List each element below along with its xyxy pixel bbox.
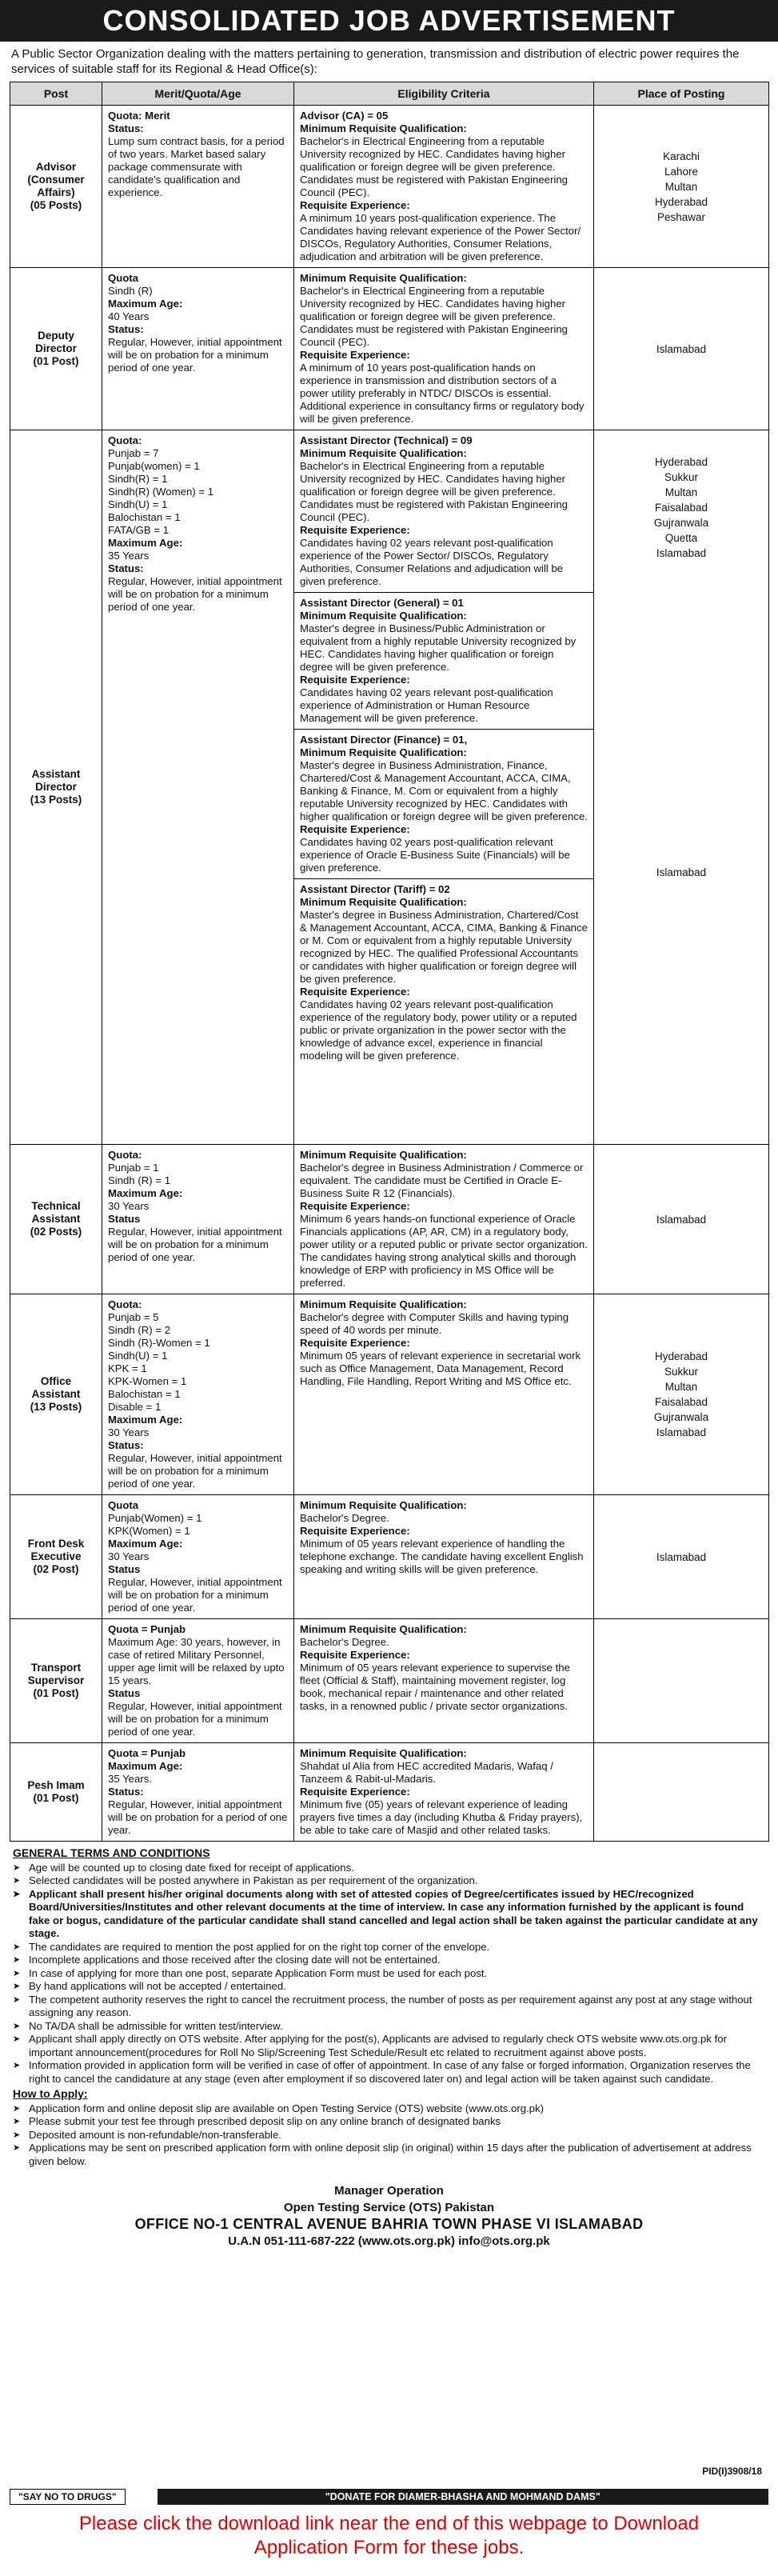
footer-line-1: Manager Operation [334, 2184, 444, 2198]
table-row [10, 430, 769, 1145]
criteria-cell [294, 1495, 594, 1619]
jobs-table-wrapper [0, 78, 778, 1842]
jobs-table-body [10, 106, 769, 1842]
merit-line: Quota: [108, 434, 142, 446]
place-name: Multan [664, 180, 698, 193]
criteria-line: A minimum 10 years post-qualification experience. The Candidates having relevant experience of the Power Sector/ DISCOs, Regulatory Authorities, Consumer Relations, adjudication and arbitration will be given preference. [300, 212, 581, 262]
criteria-line: Requisite Experience: [300, 349, 410, 361]
terms-item: ➤ The candidates are required to mention the post applied for on the right top corner of the envelope. [13, 1941, 765, 1954]
merit-line: Sindh (R) = 1 [108, 1174, 171, 1186]
merit-line: Punjab(women) = 1 [108, 460, 200, 472]
criteria-line: Requisite Experience: [300, 674, 410, 686]
post-name-line: Executive [30, 1550, 82, 1562]
post-cell [10, 106, 102, 268]
criteria-line: Master's degree in Business Administration, Finance, Chartered/Cost & Management Accountant, ACCA, CIMA, Banking & Finance, M. Com or equivalent from a highly reputable University recognized by HEC. Candidates with higher qualification or foreign degree will be given preference. [300, 759, 588, 822]
criteria-block [294, 430, 593, 592]
post-name-line: (01 Post) [33, 1687, 79, 1699]
post-name-line: (13 Posts) [30, 794, 82, 806]
post-name-line: Deputy Director [35, 330, 77, 354]
merit-line: Balochistan = 1 [108, 1388, 181, 1400]
merit-line: Maximum Age: [108, 1414, 183, 1426]
download-notice-line-2: Application Form for these jobs. [253, 2537, 525, 2558]
place-name: Sukkur [664, 1366, 699, 1378]
place-cell [594, 430, 769, 1145]
criteria-line: Bachelor's in Electrical Engineering from a reputable University recognized by HEC. Candidates having higher qualification or foreign degree will be given preference. Candidates must be registered with Pakistan Engineering Council (PEC). [300, 285, 569, 348]
criteria-line: Requisite Experience: [300, 1200, 410, 1212]
merit-line: Sindh(R) = 1 [108, 473, 168, 485]
criteria-line: Candidates having 02 years post-qualification relevant experience of Oracle E-Business Suite (Financials) will be given preference. [300, 836, 570, 874]
terms-item: ➤ Incomplete applications and those received after the closing date will not be entertained. [13, 1954, 765, 1967]
terms-item: ➤ The competent authority reserves the right to cancel the recruitment process, the number of posts as per requirement against any post at any stage without assigning any reason. [13, 1994, 765, 2020]
place-cell [594, 106, 769, 268]
criteria-line: Candidates having 02 years relevant post-qualification experience of Administration or Human Resource Management will be given preference. [300, 686, 553, 724]
criteria-line: Requisite Experience: [300, 1649, 410, 1661]
pid-number: PID(I)3908/18 [702, 2466, 762, 2477]
place-name: Islamabad [656, 1426, 707, 1438]
merit-line: Quota = Punjab [108, 1747, 186, 1759]
download-notice-line-1: Please click the download link near the end of this webpage to Download [78, 2513, 700, 2534]
merit-line: Quota [108, 1499, 139, 1511]
place-cell [594, 1294, 769, 1495]
bottom-strip [10, 2488, 768, 2506]
merit-line: Status: [108, 1786, 144, 1798]
post-name-line: (13 Posts) [30, 1401, 82, 1413]
merit-line: Regular, However, initial appointment will be on probation for a period of one year. [108, 1798, 288, 1836]
place-name: Multan [664, 486, 698, 498]
post-name-line: (02 Posts) [30, 1226, 82, 1238]
criteria-cell [294, 106, 594, 268]
criteria-block [294, 1619, 593, 1717]
table-header-row [10, 82, 769, 106]
merit-line: Regular, However, initial appointment will be on probation for a minimum period of one year. [108, 1226, 282, 1263]
merit-line: Quota: Merit [108, 110, 170, 122]
merit-line: Status [108, 1213, 141, 1225]
merit-line: Maximum Age: [108, 298, 183, 310]
merit-cell [102, 1495, 294, 1619]
merit-line: 30 Years [108, 1426, 150, 1438]
criteria-line: Minimum of 05 years relevant experience of handling the telephone exchange. The candidate having excellent English speaking and writing skills will be given preference. [300, 1538, 584, 1575]
merit-line: FATA/GB = 1 [108, 524, 170, 536]
place-name: Hyderabad [654, 195, 708, 208]
place-name: Gujranwala [653, 1411, 709, 1423]
place-cell [594, 268, 769, 430]
merit-line: Regular, However, initial appointment will be on probation for a minimum period of one year. [108, 336, 282, 374]
criteria-block [294, 268, 593, 430]
terms-item: ➤ Applicant shall apply directly on OTS website. After applying for the post(s), Applicants are advised to regularly check OTS website www.ots.org.pk for important announcement(procedures for Roll No Slip/Screening Test Schedule/Result etc related to recruitment against above posts. [13, 2033, 765, 2059]
terms-item: ➤ In case of applying for more than one post, separate Application Form must be used for each post. [13, 1967, 765, 1981]
criteria-cell [294, 1145, 594, 1294]
terms-heading: GENERAL TERMS AND CONDITIONS [13, 1846, 210, 1859]
terms-item: ➤ Applicant shall present his/her original documents along with set of attested copies of Degree/certificates issued by HEC/recognized Board/Universities/Institutes and other relevant documents at the time of interview. In case any information furnished by the applicant is found fake or bogus, candidature of the particular candidate shall stand cancelled and legal action shall be taken against the particular candidate at any stage. [13, 1888, 765, 1941]
criteria-line: Minimum Requisite Qualification: [300, 746, 467, 758]
merit-line: Balochistan = 1 [108, 511, 181, 523]
column-header-criteria: Eligibility Criteria [294, 82, 594, 106]
table-row [10, 1743, 769, 1842]
criteria-block [294, 1294, 593, 1392]
merit-line: Punjab = 7 [108, 447, 159, 459]
place-name: Islamabad [656, 547, 707, 559]
footer-line-2: Open Testing Service (OTS) Pakistan [283, 2201, 495, 2214]
merit-line: Status [108, 1687, 141, 1699]
title-banner [0, 0, 778, 42]
criteria-line: Assistant Director (Tariff) = 02 [300, 883, 450, 895]
merit-line: Disable = 1 [108, 1401, 162, 1413]
place-name: Lahore [664, 165, 699, 178]
criteria-line: Requisite Experience: [300, 1786, 410, 1798]
post-name-line: (05 Posts) [30, 199, 82, 211]
criteria-line: Minimum Requisite Qualification: [300, 122, 467, 134]
download-notice [0, 2512, 778, 2560]
terms-item: ➤ Selected candidates will be posted anywhere in Pakistan as per requirement of the organization. [13, 1874, 765, 1888]
post-cell [10, 1495, 102, 1619]
merit-line: Regular, However, initial appointment will be on probation for a minimum period of one year. [108, 1576, 282, 1614]
place-name: Faisalabad [654, 1396, 708, 1408]
post-cell [10, 1619, 102, 1743]
merit-line: Sindh (R) [108, 285, 153, 297]
merit-line: Regular, However, initial appointment will be on probation for a minimum period of one year. [108, 575, 282, 613]
criteria-line: Minimum Requisite Qualification: [300, 1298, 467, 1310]
criteria-cell [294, 268, 594, 430]
criteria-line: Candidates having 02 years relevant post-qualification experience of the Power Sector/ DISCOs, Regulatory Authorities, Consumer Relations and adjudication will be given preference. [300, 537, 564, 587]
merit-line: Quota: [108, 1149, 142, 1161]
criteria-line: Assistant Director (Finance) = 01, [300, 734, 468, 746]
merit-line: 30 Years [108, 1200, 150, 1212]
merit-line: Maximum Age: [108, 1760, 183, 1772]
merit-line: Status: [108, 323, 144, 335]
criteria-line: Requisite Experience: [300, 1525, 410, 1537]
merit-line: Sindh(R) (Women) = 1 [108, 486, 214, 498]
post-name-line: (Consumer Affairs) [27, 174, 85, 198]
donate-banner: "DONATE FOR DIAMER-BHASHA AND MOHMAND DAMS" [158, 2489, 768, 2505]
merit-line: Quota [108, 272, 139, 284]
merit-line: Quota: [108, 1298, 142, 1310]
merit-line: Status: [108, 562, 144, 574]
merit-line: Punjab = 1 [108, 1162, 159, 1174]
merit-line: Regular, However, initial appointment will be on probation for a minimum period of one year. [108, 1700, 282, 1738]
post-name-line: (01 Post) [33, 1792, 79, 1804]
merit-line: Maximum Age: [108, 1538, 183, 1550]
criteria-block [294, 592, 593, 729]
place-cell [594, 1145, 769, 1294]
criteria-block [294, 1495, 593, 1580]
post-name-line: (01 Post) [33, 355, 79, 367]
criteria-line: Advisor (CA) = 05 [300, 110, 389, 122]
place-name: Islamabad [656, 866, 707, 878]
post-name-line: Assistant [31, 1213, 81, 1225]
post-name-line: Assistant [31, 768, 81, 780]
place-block [594, 430, 768, 593]
place-block [594, 593, 768, 1144]
place-name: Peshawar [656, 210, 706, 223]
terms-section [0, 1842, 778, 2168]
post-cell [10, 268, 102, 430]
place-name: Hyderabad [654, 1350, 708, 1362]
criteria-line: Requisite Experience: [300, 986, 410, 998]
merit-line: Maximum Age: 30 years, however, in case of retired Military Personnel, upper age limit will be relaxed by upto 15 years. [108, 1636, 285, 1686]
merit-line: Sindh (R) = 2 [108, 1324, 171, 1336]
merit-line: Sindh(U) = 1 [108, 1350, 168, 1362]
merit-line: Sindh(U) = 1 [108, 498, 168, 510]
merit-line: Status: [108, 1439, 144, 1451]
criteria-line: Requisite Experience: [300, 823, 410, 835]
place-name: Karachi [663, 150, 700, 162]
place-name: Quetta [664, 532, 698, 544]
criteria-line: Minimum Requisite Qualification: [300, 1499, 467, 1511]
merit-line: KPK(Women) = 1 [108, 1525, 190, 1537]
criteria-line: Minimum five (05) years of relevant experience of leading prayers five times a day (including Khutba & Friday prayers), be able to take care of Masjid and other related tasks. [300, 1798, 583, 1836]
merit-line: 35 Years [108, 550, 150, 562]
merit-line: 40 Years [108, 310, 150, 322]
criteria-cell [294, 1743, 594, 1842]
merit-line: Punjab(Women) = 1 [108, 1512, 202, 1524]
merit-line: KPK-Women = 1 [108, 1375, 187, 1387]
criteria-block [294, 878, 593, 1066]
merit-line: 35 Years. [108, 1773, 152, 1785]
post-cell [10, 1743, 102, 1842]
merit-line: Maximum Age: [108, 1187, 183, 1199]
table-row [10, 1294, 769, 1495]
table-row [10, 1619, 769, 1743]
criteria-block [294, 1743, 593, 1841]
table-row [10, 1495, 769, 1619]
page-title: CONSOLIDATED JOB ADVERTISEMENT [102, 4, 676, 37]
footer-contact: U.A.N 051-111-687-222 (www.ots.org.pk) info@ots.org.pk [228, 2234, 550, 2248]
post-name-line: Office Assistant [31, 1375, 81, 1400]
place-name: Sukkur [664, 471, 699, 483]
terms-item: ➤ Age will be counted up to closing date fixed for receipt of applications. [13, 1862, 765, 1875]
place-name: Gujranwala [653, 517, 709, 529]
merit-cell [102, 1294, 294, 1495]
table-row [10, 106, 769, 268]
criteria-line: A minimum of 10 years post-qualification hands on experience in transmission and distribution sectors of a power utility preferably in NTDC/ DISCOs is essential. Additional experience in consultancy firms or regulatory body will be given preference. [300, 362, 584, 425]
merit-cell [102, 1619, 294, 1743]
place-cell [594, 1619, 769, 1743]
criteria-line: Minimum Requisite Qualification: [300, 447, 467, 459]
footer-address: OFFICE NO-1 CENTRAL AVENUE BAHRIA TOWN PHASE VI ISLAMABAD [134, 2216, 644, 2232]
post-name-line: Supervisor [27, 1674, 85, 1686]
criteria-line: Minimum 6 years hands-on functional experience of Oracle Financials applications (AP, AR, CM) in a regulatory body, power utility or a reputed public or private sector organization. The candidates having strong analytical skills and thorough knowledge of ERP with proficiency in MS Office will be preferred. [300, 1213, 588, 1289]
criteria-line: Candidates having 02 years relevant post-qualification experience of the regulatory body, power utility or a reputed public or private organization in the power sector with the knowledge of advance excel, experience in financial modeling will be given preference. [300, 998, 577, 1062]
post-name-line: Director [35, 781, 77, 793]
criteria-block [294, 1145, 593, 1294]
merit-line: Quota = Punjab [108, 1623, 186, 1635]
criteria-line: Bachelor's degree with Computer Skills and having typing speed of 40 words per minute. [300, 1311, 569, 1336]
merit-line: Maximum Age: [108, 537, 183, 549]
place-cell [594, 1743, 769, 1842]
criteria-line: Minimum Requisite Qualification: [300, 1149, 467, 1161]
terms-item: ➤ By hand applications will not be accepted / entertained. [13, 1980, 765, 1994]
post-name-line: Transport [30, 1662, 82, 1674]
how-to-apply-list [13, 2102, 765, 2169]
table-row [10, 268, 769, 430]
place-name: Islamabad [656, 1550, 707, 1563]
merit-line: Lump sum contract basis, for a period of two years. Market based salary package commensurate with candidate's qualification and experience. [108, 135, 285, 198]
criteria-block [294, 729, 593, 878]
post-cell [10, 430, 102, 1145]
criteria-line: Master's degree in Business Administration, Chartered/Cost & Management Accountant, ACCA, CIMA, Banking & Finance or M. Com or equivalent from a highly reputable University recognized by HEC. The qualified Professional Accountants or candidates with higher qualification or foreign degree will be given preference. [300, 909, 588, 985]
criteria-line: Assistant Director (General) = 01 [300, 597, 464, 609]
how-to-apply-item: ➤ Please submit your test fee through prescribed deposit slip on any online branch of designated banks [13, 2115, 765, 2129]
merit-line: Sindh (R)-Women = 1 [108, 1337, 210, 1349]
column-header-merit: Merit/Quota/Age [102, 82, 294, 106]
criteria-line: Shahdat ul Alia from HEC accredited Madaris, Wafaq / Tanzeem & Rabit-ul-Madaris. [300, 1760, 553, 1785]
post-name-line: Advisor [35, 161, 77, 173]
criteria-line: Requisite Experience: [300, 1337, 410, 1349]
criteria-line: Requisite Experience: [300, 524, 410, 536]
how-to-apply-heading: How to Apply: [13, 2087, 88, 2100]
post-name-line: Technical [31, 1200, 81, 1212]
post-name-line: (02 Post) [33, 1563, 79, 1575]
criteria-line: Minimum Requisite Qualification: [300, 272, 467, 284]
terms-item: ➤ Information provided in application form will be verified in case of offer of appointment. In case of any false or forged information, Organization reserves the right to cancel the candidature at any stage (even after employment if so discovered later on) and legal action will be taken against such candidate. [13, 2059, 765, 2086]
post-name-line: Front Desk [27, 1538, 85, 1550]
merit-line: KPK = 1 [108, 1362, 147, 1374]
criteria-line: Minimum Requisite Qualification: [300, 610, 467, 622]
merit-cell [102, 1145, 294, 1294]
post-name-line: Pesh Imam [27, 1779, 85, 1791]
how-to-apply-item: ➤ Applications may be sent on prescribed application form with online deposit slip (in original) within 15 days after the publication of advertisement at address given below. [13, 2142, 765, 2168]
criteria-line: Bachelor's Degree. [300, 1512, 389, 1524]
criteria-cell [294, 430, 594, 1145]
criteria-line: Bachelor's degree in Business Administration / Commerce or equivalent. The candidate must be Certified in Oracle E-Business Suite R 12 (Financials). [300, 1162, 584, 1199]
place-name: Faisalabad [654, 502, 708, 514]
how-to-apply-item: ➤ Application form and online deposit slip are available on Open Testing Service (OTS) website (www.ots.org.pk) [13, 2102, 765, 2116]
merit-cell [102, 268, 294, 430]
place-name: Islamabad [656, 1213, 707, 1226]
merit-line: Status: [108, 122, 144, 134]
criteria-line: Minimum of 05 years relevant experience to supervise the fleet (Official & Staff), maintaining movement register, log book, mechanical repair / maintenance and other related tasks, in a renowned public / private sector organizations. [300, 1662, 570, 1712]
table-row [10, 1145, 769, 1294]
criteria-block [294, 106, 593, 267]
criteria-line: Assistant Director (Technical) = 09 [300, 434, 473, 446]
place-name: Islamabad [656, 342, 707, 355]
say-no-to-drugs-badge: "SAY NO TO DRUGS" [10, 2489, 126, 2505]
intro-text: A Public Sector Organization dealing with the matters pertaining to generation, transmission and distribution of electric power requires the services of suitable staff for its Regional & Head Office(s): [11, 47, 740, 76]
merit-line: Regular, However, initial appointment will be on probation for a minimum period of one year. [108, 1452, 282, 1490]
place-cell [594, 1495, 769, 1619]
criteria-line: Bachelor's Degree. [300, 1636, 389, 1648]
contact-footer [0, 2182, 778, 2250]
post-cell [10, 1145, 102, 1294]
terms-list [13, 1862, 765, 2086]
criteria-line: Bachelor's in Electrical Engineering from a reputable University recognized by HEC. Candidates having higher qualification or foreign degree will be given preference. Candidates must be registered with Pakistan Engineering Council (PEC). [300, 460, 569, 523]
column-header-place: Place of Posting [594, 82, 769, 106]
merit-cell [102, 106, 294, 268]
merit-line: 30 Years [108, 1550, 150, 1562]
criteria-line: Minimum Requisite Qualification: [300, 1747, 467, 1759]
merit-line: Punjab = 5 [108, 1311, 159, 1323]
terms-item: ➤ No TA/DA shall be admissible for written test/interview. [13, 2020, 765, 2034]
merit-cell [102, 430, 294, 1145]
column-header-post: Post [10, 82, 102, 106]
criteria-cell [294, 1619, 594, 1743]
criteria-line: Minimum Requisite Qualification: [300, 1623, 467, 1635]
criteria-line: Master's degree in Business/Public Administration or equivalent from a highly reputable University recognized by HEC. Candidates having higher qualification or foreign degree will be given preference. [300, 622, 577, 673]
place-name: Multan [664, 1381, 698, 1393]
merit-cell [102, 1743, 294, 1842]
place-name: Hyderabad [654, 456, 708, 468]
criteria-line: Minimum Requisite Qualification: [300, 896, 467, 908]
post-cell [10, 1294, 102, 1495]
how-to-apply-item: ➤ Deposited amount is non-refundable/non-transferable. [13, 2129, 765, 2142]
criteria-line: Minimum 05 years of relevant experience in secretarial work such as Office Management, Data Management, Record Handling, File Handling, Report Writing and MS Office etc. [300, 1350, 581, 1387]
criteria-line: Requisite Experience: [300, 199, 410, 211]
criteria-line: Bachelor's in Electrical Engineering from a reputable University recognized by HEC. Candidates having higher qualification or foreign degree will be given preference. Candidates must be registered with Pakistan Engineering Council (PEC). [300, 135, 569, 198]
merit-line: Status [108, 1563, 141, 1575]
criteria-cell [294, 1294, 594, 1495]
jobs-table [10, 82, 769, 1842]
